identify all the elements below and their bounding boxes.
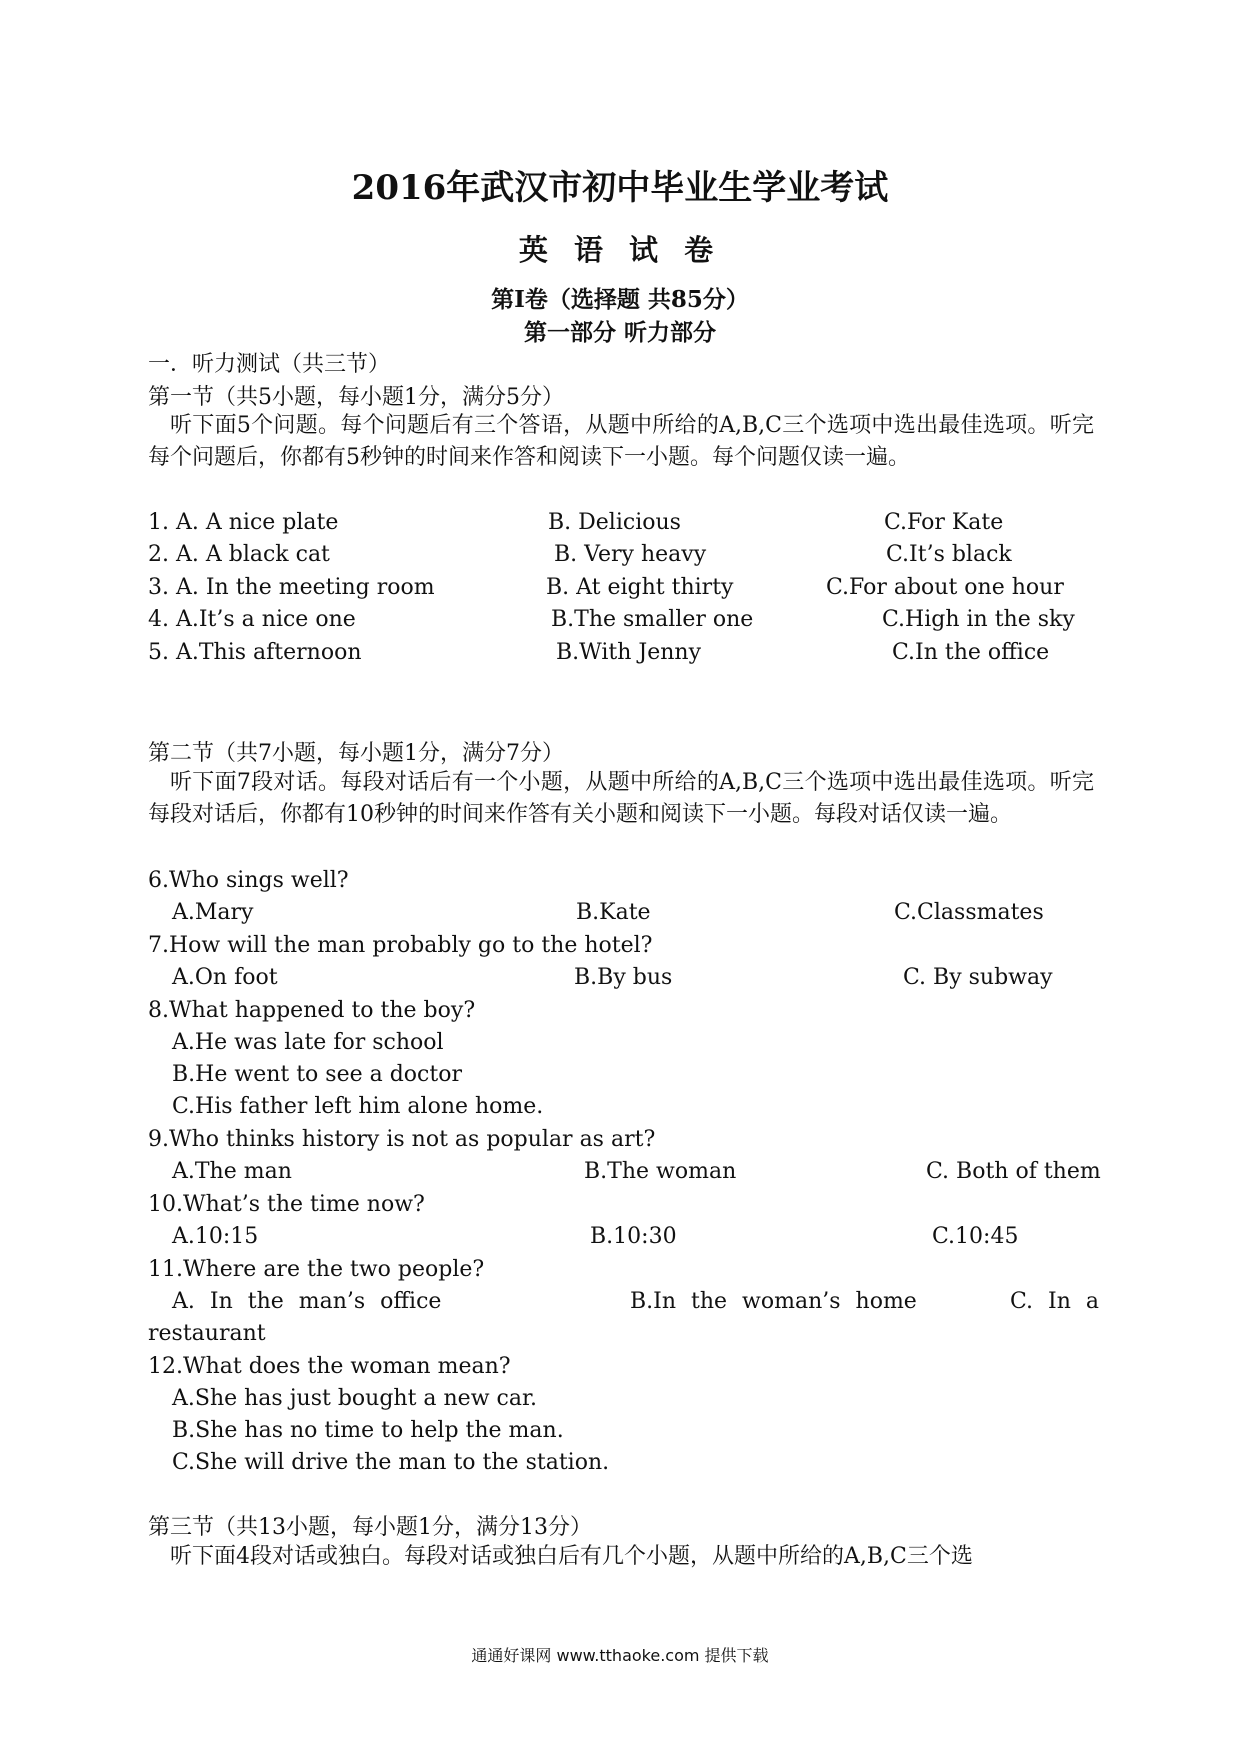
s1-item-2-a: 2. A. A black cat	[148, 542, 330, 567]
s2-instruction: 听下面7段对话。每段对话后有一个小题，从题中所给的A,B,C三个选项中选出最佳选项。听完每段对话后，你都有10秒钟的时间来作答有关小题和阅读下一小题。每段对话仅读一遍。	[148, 770, 1094, 827]
q12-option-c: C.She will drive the man to the station.	[172, 1450, 610, 1475]
q11-option-b: B.In the woman’s home	[630, 1289, 917, 1314]
s1-item-1-a: 1. A. A nice plate	[148, 510, 339, 535]
s1-item-1-c: C.For Kate	[884, 510, 1004, 535]
q9-option-b: B.The woman	[584, 1159, 737, 1184]
section-heading: 一．听力测试（共三节）	[148, 352, 391, 377]
q10-question: 10.What’s the time now?	[148, 1192, 425, 1217]
q8-option-c: C.His father left him alone home.	[172, 1094, 544, 1119]
s1-instruction: 听下面5个问题。每个问题后有三个答语，从题中所给的A,B,C三个选项中选出最佳选项。听完每个问题后，你都有5秒钟的时间来作答和阅读下一小题。每个问题仅读一遍。	[148, 413, 1094, 470]
q9-option-c: C. Both of them	[926, 1159, 1101, 1184]
q6-option-c: C.Classmates	[894, 900, 1044, 925]
download-footer: 通通好课网 www.tthaoke.com 提供下载	[471, 1646, 769, 1665]
s1-item-4-b: B.The smaller one	[551, 607, 754, 632]
s3-heading: 第三节（共13小题，每小题1分，满分13分）	[148, 1515, 592, 1540]
exam-title: 2016年武汉市初中毕业生学业考试	[351, 168, 889, 208]
q9-question: 9.Who thinks history is not as popular as art?	[148, 1127, 656, 1152]
q12-question: 12.What does the woman mean?	[148, 1354, 511, 1379]
q8-option-b: B.He went to see a doctor	[172, 1062, 462, 1087]
q8-option-a: A.He was late for school	[172, 1030, 444, 1055]
s1-item-2-c: C.It’s black	[886, 542, 1012, 567]
s1-item-5-b: B.With Jenny	[556, 640, 702, 665]
s1-item-5-c: C.In the office	[892, 640, 1050, 665]
q6-option-b: B.Kate	[576, 900, 651, 925]
s1-item-3-c: C.For about one hour	[826, 575, 1064, 600]
volume-heading: 第I卷（选择题 共85分）	[491, 286, 749, 313]
q7-option-b: B.By bus	[574, 965, 673, 990]
q10-option-c: C.10:45	[932, 1224, 1019, 1249]
q11-question: 11.Where are the two people?	[148, 1257, 485, 1282]
q6-question: 6.Who sings well?	[148, 868, 349, 893]
s1-item-3-b: B. At eight thirty	[546, 575, 734, 600]
q12-option-b: B.She has no time to help the man.	[172, 1418, 564, 1443]
s1-item-3-a: 3. A. In the meeting room	[148, 575, 435, 600]
q9-option-a: A.The man	[172, 1159, 292, 1184]
s2-heading: 第二节（共7小题，每小题1分，满分7分）	[148, 741, 564, 766]
q7-option-a: A.On foot	[172, 965, 278, 990]
q11-option-a: A. In the man’s office	[172, 1289, 442, 1314]
q12-option-a: A.She has just bought a new car.	[172, 1386, 538, 1411]
q11-option-c: C. In a	[1010, 1289, 1100, 1314]
s1-item-5-a: 5. A.This afternoon	[148, 640, 362, 665]
q7-option-c: C. By subway	[903, 965, 1053, 990]
s1-heading: 第一节（共5小题，每小题1分，满分5分）	[148, 385, 564, 410]
s1-item-1-b: B. Delicious	[548, 510, 681, 535]
s3-instruction: 听下面4段对话或独白。每段对话或独白后有几个小题，从题中所给的A,B,C三个选	[170, 1544, 973, 1569]
q7-question: 7.How will the man probably go to the hotel?	[148, 933, 653, 958]
q6-option-a: A.Mary	[172, 900, 254, 925]
s1-item-4-a: 4. A.It’s a nice one	[148, 607, 356, 632]
q8-question: 8.What happened to the boy?	[148, 998, 476, 1023]
exam-subtitle: 英 语 试 卷	[518, 233, 722, 267]
q10-option-a: A.10:15	[172, 1224, 259, 1249]
s1-item-4-c: C.High in the sky	[882, 607, 1075, 632]
q10-option-b: B.10:30	[590, 1224, 677, 1249]
part-heading: 第一部分 听力部分	[523, 319, 716, 346]
s1-item-2-b: B. Very heavy	[554, 542, 707, 567]
q11-option-c-continued: restaurant	[148, 1321, 266, 1346]
